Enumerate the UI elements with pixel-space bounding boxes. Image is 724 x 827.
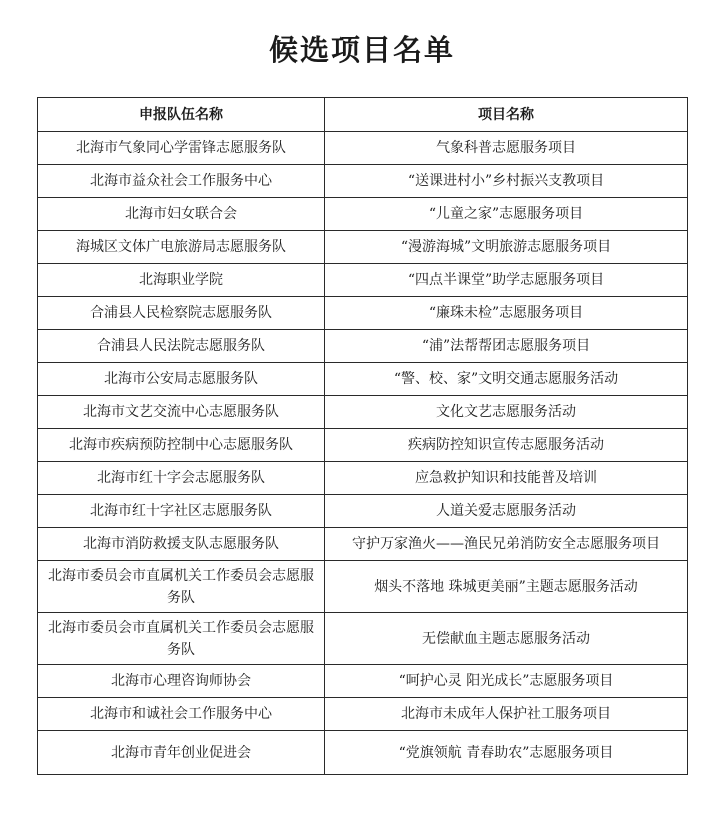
project-cell: “儿童之家”志愿服务项目 [325, 198, 688, 231]
team-cell: 北海市红十字社区志愿服务队 [38, 495, 325, 528]
project-cell: 无偿献血主题志愿服务活动 [325, 613, 688, 665]
team-cell: 合浦县人民法院志愿服务队 [38, 330, 325, 363]
project-cell: 疾病防控知识宣传志愿服务活动 [325, 429, 688, 462]
table-row [38, 396, 688, 429]
project-cell: 人道关爱志愿服务活动 [325, 495, 688, 528]
project-cell: “漫游海城”文明旅游志愿服务项目 [325, 231, 688, 264]
table-row [38, 495, 688, 528]
table-row [38, 264, 688, 297]
team-cell: 北海市红十字会志愿服务队 [38, 462, 325, 495]
team-cell: 北海市委员会市直属机关工作委员会志愿服务队 [38, 613, 325, 665]
candidate-table [37, 97, 688, 775]
table-row [38, 698, 688, 731]
project-cell: 北海市未成年人保护社工服务项目 [325, 698, 688, 731]
table-row [38, 613, 688, 665]
team-cell: 北海市和诚社会工作服务中心 [38, 698, 325, 731]
project-cell: “送课进村小”乡村振兴支教项目 [325, 165, 688, 198]
page-title: 候选项目名单 [268, 33, 455, 67]
header-team-name: 申报队伍名称 [38, 98, 325, 132]
project-cell: 气象科普志愿服务项目 [325, 132, 688, 165]
project-cell: “四点半课堂”助学志愿服务项目 [325, 264, 688, 297]
table-row [38, 297, 688, 330]
project-cell: “廉珠未检”志愿服务项目 [325, 297, 688, 330]
project-cell: “呵护心灵 阳光成长”志愿服务项目 [325, 665, 688, 698]
table-row [38, 429, 688, 462]
header-project-name: 项目名称 [325, 98, 688, 132]
team-cell: 海城区文体广电旅游局志愿服务队 [38, 231, 325, 264]
team-cell: 北海市益众社会工作服务中心 [38, 165, 325, 198]
team-cell: 北海市心理咨询师协会 [38, 665, 325, 698]
team-cell: 北海市青年创业促进会 [38, 731, 325, 775]
table-row [38, 363, 688, 396]
table-row [38, 731, 688, 775]
project-cell: 守护万家渔火——渔民兄弟消防安全志愿服务项目 [325, 528, 688, 561]
team-cell: 北海市委员会市直属机关工作委员会志愿服务队 [38, 561, 325, 613]
team-cell: 北海市妇女联合会 [38, 198, 325, 231]
table-row [38, 665, 688, 698]
team-cell: 北海市疾病预防控制中心志愿服务队 [38, 429, 325, 462]
team-cell: 北海职业学院 [38, 264, 325, 297]
project-cell: “警、校、家”文明交通志愿服务活动 [325, 363, 688, 396]
table-row [38, 132, 688, 165]
table-row [38, 231, 688, 264]
team-cell: 合浦县人民检察院志愿服务队 [38, 297, 325, 330]
project-cell: “党旗领航 青春助农”志愿服务项目 [325, 731, 688, 775]
table-row [38, 462, 688, 495]
table-row [38, 330, 688, 363]
project-cell: 烟头不落地 珠城更美丽”主题志愿服务活动 [325, 561, 688, 613]
team-cell: 北海市公安局志愿服务队 [38, 363, 325, 396]
table-row [38, 165, 688, 198]
table-row [38, 561, 688, 613]
table-row [38, 198, 688, 231]
project-cell: 文化文艺志愿服务活动 [325, 396, 688, 429]
table-row [38, 528, 688, 561]
team-cell: 北海市气象同心学雷锋志愿服务队 [38, 132, 325, 165]
project-cell: 应急救护知识和技能普及培训 [325, 462, 688, 495]
team-cell: 北海市文艺交流中心志愿服务队 [38, 396, 325, 429]
table-header-row [38, 98, 688, 132]
project-cell: “浦”法帮帮团志愿服务项目 [325, 330, 688, 363]
team-cell: 北海市消防救援支队志愿服务队 [38, 528, 325, 561]
